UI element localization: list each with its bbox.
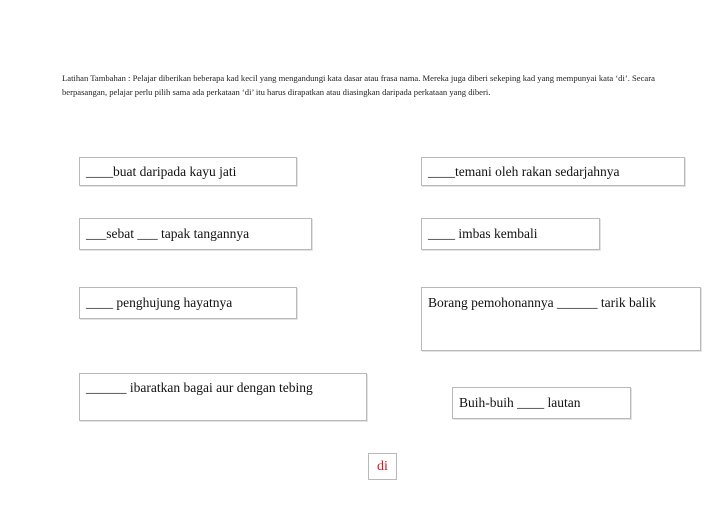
di-answer-card[interactable]: di [368,453,397,480]
phrase-card-3[interactable]: ___sebat ___ tapak tangannya [79,218,312,250]
instructions-text: Latihan Tambahan : Pelajar diberikan beberapa kad kecil yang mengandungi kata dasar atau frasa nama. Mereka juga diberi sekeping kad yang mempunyai kata ‘di’. Secara berpasangan, pelajar perlu pilih sama ada perkataan ‘di’ itu harus dirapatkan atau diasingkan daripada perkataan yang diberi. [62,73,655,97]
phrase-card-7[interactable]: ______ ibaratkan bagai aur dengan tebing [79,373,367,421]
phrase-card-5[interactable]: ____ penghujung hayatnya [79,287,297,319]
phrase-card-8[interactable]: Buih-buih ____ lautan [452,387,631,419]
phrase-card-1[interactable]: ____buat daripada kayu jati [79,157,297,186]
phrase-card-2[interactable]: ____temani oleh rakan sedarjahnya [421,157,685,186]
phrase-card-4[interactable]: ____ imbas kembali [421,218,600,250]
phrase-card-6[interactable]: Borang pemohonannya ______ tarik balik [421,287,701,351]
